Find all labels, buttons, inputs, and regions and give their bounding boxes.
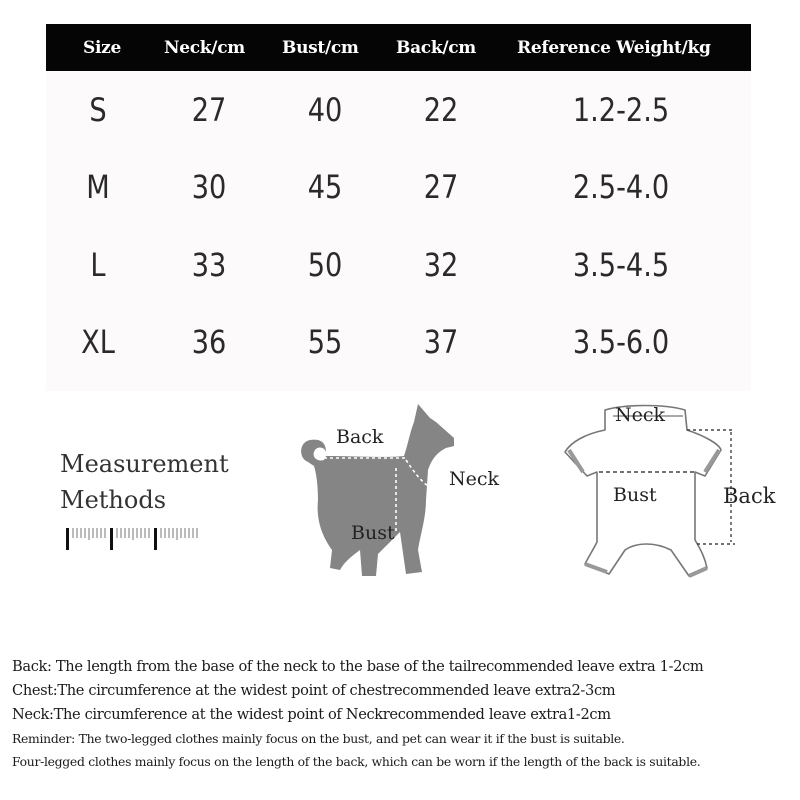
header-weight: Reference Weight/kg: [517, 37, 711, 58]
table-header: [46, 24, 751, 71]
garment-bust-label: Bust: [613, 484, 657, 506]
size-cell: M: [86, 168, 110, 207]
header-back: Back/cm: [396, 37, 476, 58]
back-cell: 32: [423, 245, 459, 284]
weight-cell: 1.2-2.5: [572, 90, 670, 129]
bust-cell: 50: [307, 245, 343, 284]
table-row: [46, 71, 751, 149]
bust-cell: 40: [307, 90, 343, 129]
bust-cell: 45: [307, 168, 343, 207]
header-neck: Neck/cm: [164, 37, 245, 58]
weight-cell: 3.5-4.5: [572, 245, 670, 284]
dog-bust-label: Bust: [351, 522, 395, 544]
size-cell: S: [89, 90, 107, 129]
note-back: Back: The length from the base of the neck to the base of the tailrecommended leave extra 1-2cm: [12, 658, 704, 675]
back-cell: 37: [423, 323, 459, 362]
header-bust: Bust/cm: [282, 37, 359, 58]
methods-line-2: Methods: [60, 486, 167, 514]
measurement-notes: [12, 655, 800, 773]
note-chest: Chest:The circumference at the widest point of chestrecommended leave extra2-3cm: [12, 682, 616, 699]
weight-cell: 3.5-6.0: [572, 323, 670, 362]
table-row: [46, 226, 751, 304]
methods-line-1: Measurement: [60, 450, 229, 478]
size-cell: L: [90, 245, 106, 284]
dog-measurement-diagram: [296, 400, 516, 590]
note-neck: Neck:The circumference at the widest point of Neckrecommended leave extra1-2cm: [12, 706, 611, 723]
neck-cell: 30: [191, 168, 227, 207]
neck-cell: 33: [191, 245, 227, 284]
ruler-icon: [64, 522, 204, 552]
neck-cell: 36: [191, 323, 227, 362]
garment-neck-label: Neck: [615, 404, 666, 426]
table-row: [46, 304, 751, 382]
garment-back-label: Back: [723, 484, 776, 508]
measurement-methods-title: [60, 446, 229, 518]
weight-cell: 2.5-4.0: [572, 168, 670, 207]
size-table: [46, 24, 751, 391]
dog-neck-label: Neck: [449, 468, 500, 490]
header-size: Size: [83, 37, 122, 58]
note-four-legged: Four-legged clothes mainly focus on the length of the back, which can be worn if the length of the back is suitable.: [12, 754, 701, 769]
back-cell: 22: [423, 90, 459, 129]
dog-silhouette-icon: [296, 400, 516, 590]
bust-cell: 55: [307, 323, 343, 362]
dog-back-label: Back: [336, 426, 384, 448]
note-reminder: Reminder: The two-legged clothes mainly focus on the bust, and pet can wear it if the bust is suitable.: [12, 731, 625, 746]
size-cell: XL: [81, 323, 115, 362]
back-cell: 27: [423, 168, 459, 207]
table-row: [46, 149, 751, 227]
garment-measurement-diagram: [555, 400, 795, 580]
table-body: [46, 71, 751, 391]
neck-cell: 27: [191, 90, 227, 129]
